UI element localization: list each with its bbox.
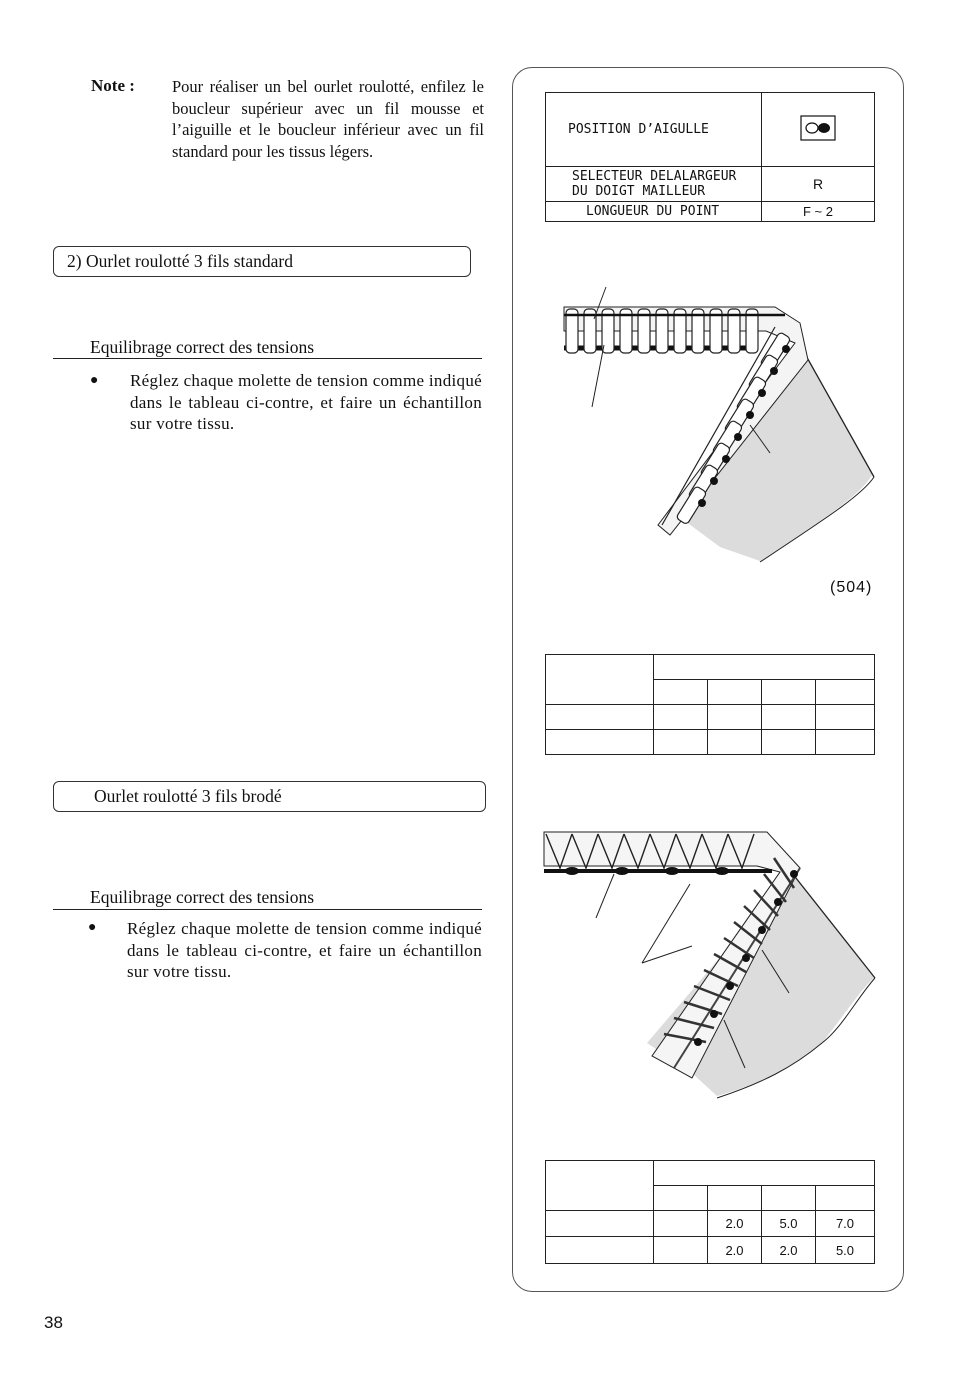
table-header-cell bbox=[654, 1186, 708, 1211]
table-cell bbox=[816, 705, 875, 730]
subheading-tension-balance: Equilibrage correct des tensions bbox=[53, 337, 482, 359]
table-cell: 2.0 bbox=[762, 1237, 816, 1264]
bullet-icon: ● bbox=[90, 373, 99, 388]
table-cell: 2.0 bbox=[708, 1237, 762, 1264]
table-cell bbox=[762, 730, 816, 755]
bullet-icon: ● bbox=[88, 920, 97, 935]
table-row bbox=[546, 705, 875, 730]
table-cell: 2.0 bbox=[708, 1211, 762, 1237]
table-row-label bbox=[546, 730, 654, 755]
table-header-cell bbox=[654, 1161, 875, 1186]
table-cell bbox=[654, 1211, 708, 1237]
table-cell: 5.0 bbox=[762, 1211, 816, 1237]
table-cell bbox=[708, 730, 762, 755]
subheading-tension-balance: Equilibrage correct des tensions bbox=[53, 887, 482, 910]
section-title-text: Ourlet roulotté 3 fils brodé bbox=[94, 786, 282, 806]
table-row-label bbox=[546, 1237, 654, 1264]
tension-table-embroidered bbox=[545, 1160, 875, 1264]
table-row bbox=[546, 730, 875, 755]
needle-position-value bbox=[762, 93, 875, 167]
table-header-cell bbox=[708, 680, 762, 705]
stitch-finger-label: SELECTEUR DELALARGEUR DU DOIGT MAILLEUR bbox=[546, 167, 762, 202]
note-label: Note : bbox=[91, 76, 135, 95]
table-row bbox=[546, 1211, 875, 1237]
table-cell bbox=[654, 730, 708, 755]
table-header-cell bbox=[546, 1161, 654, 1211]
table-cell bbox=[654, 1237, 708, 1264]
table-header-cell bbox=[708, 1186, 762, 1211]
table-header-cell bbox=[816, 1186, 875, 1211]
table-cell bbox=[708, 705, 762, 730]
needle-position-label: POSITION D’AIGULLE bbox=[546, 93, 762, 167]
stitch-length-value: F ~ 2 bbox=[762, 202, 875, 222]
stitch-finger-value: R bbox=[762, 167, 875, 202]
rolled-hem-standard-illustration bbox=[560, 285, 880, 565]
section-title-text: 2) Ourlet roulotté 3 fils standard bbox=[67, 251, 293, 271]
rolled-hem-embroidered-illustration bbox=[542, 828, 882, 1108]
needle-position-right-icon bbox=[800, 115, 836, 141]
machine-settings-table bbox=[545, 92, 875, 222]
table-cell: 7.0 bbox=[816, 1211, 875, 1237]
table-header-cell bbox=[762, 680, 816, 705]
section-title-embroidered bbox=[53, 781, 486, 812]
table-cell: 5.0 bbox=[816, 1237, 875, 1264]
table-header-cell bbox=[546, 655, 654, 705]
table-cell bbox=[654, 705, 708, 730]
table-header-cell bbox=[762, 1186, 816, 1211]
table-row bbox=[546, 1237, 875, 1264]
table-header-cell bbox=[654, 655, 875, 680]
table-header-cell bbox=[654, 680, 708, 705]
table-row-label bbox=[546, 705, 654, 730]
table-header-cell bbox=[816, 680, 875, 705]
tension-table-standard bbox=[545, 654, 875, 755]
table-cell bbox=[762, 705, 816, 730]
stitch-length-label: LONGUEUR DU POINT bbox=[546, 202, 762, 222]
instruction-text: Réglez chaque molette de tension comme indiqué dans le tableau ci-contre, et faire un échantillon sur votre tissu. bbox=[127, 919, 482, 981]
note-text: Pour réaliser un bel ourlet roulotté, enfilez le boucleur supérieur avec un fil mousse et l’aiguille et le boucleur inférieur avec un fil standard pour les tissus légers. bbox=[172, 77, 484, 161]
page-number: 38 bbox=[44, 1313, 63, 1332]
section-title-standard bbox=[53, 246, 471, 277]
figure-number: (504) bbox=[830, 579, 873, 596]
table-cell bbox=[816, 730, 875, 755]
instruction-text: Réglez chaque molette de tension comme indiqué dans le tableau ci-contre, et faire un échantillon sur votre tissu. bbox=[130, 371, 482, 433]
table-row-label bbox=[546, 1211, 654, 1237]
